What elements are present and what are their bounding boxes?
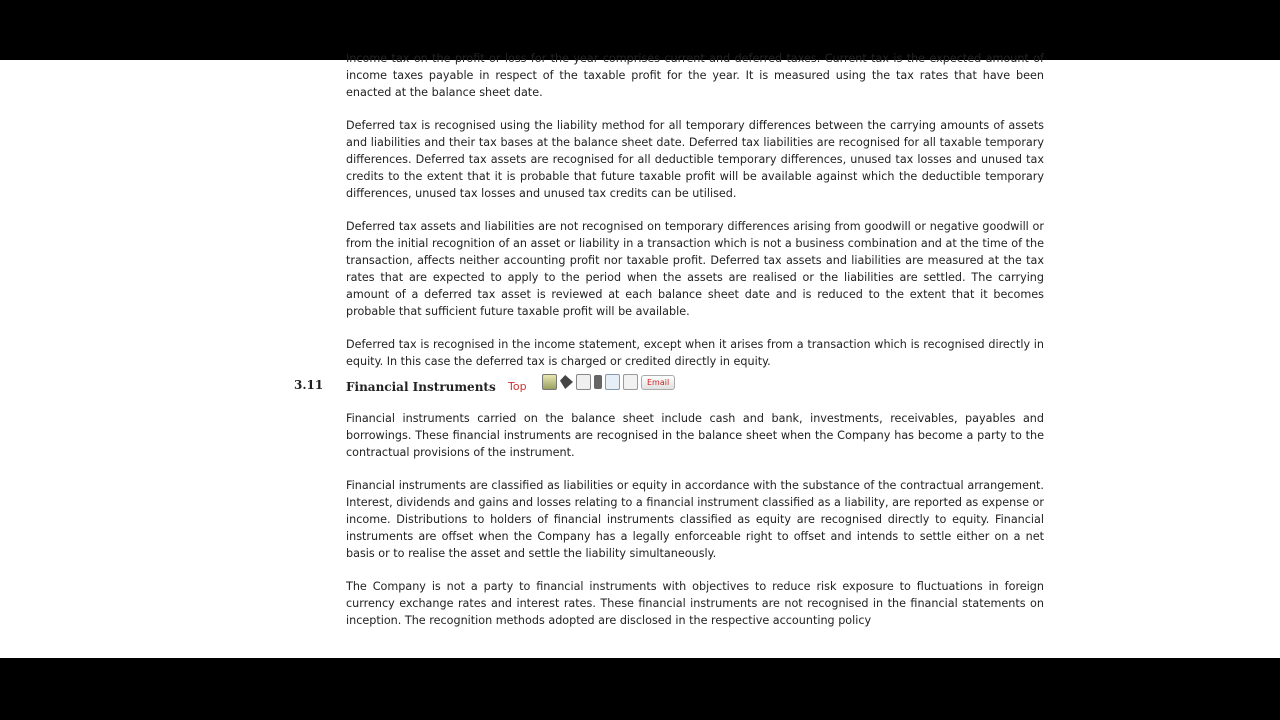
delete-icon[interactable] <box>594 375 602 389</box>
paragraph: Financial instruments are classified as liabilities or equity in accordance with the substance of the contractual arrangement. Interest, dividends and gains and losses relating to a financial instrument classified as a liability, are reported as expense or income. Distributions to holders of financial instruments classified as equity are recognised directly to equity. Financial instruments are offset when the Company has a legally enforceable right to offset and intends to settle either on a net basis or to realise the asset and settle the liability simultaneously. <box>346 479 1044 560</box>
video-letterbox-bottom <box>0 658 1280 720</box>
page-icon[interactable] <box>623 374 638 390</box>
paragraph: Deferred tax assets and liabilities are not recognised on temporary differences arising from goodwill or negative goodwill or from the initial recognition of an asset or liability in a transaction which is not a business combination and at the time of the transaction, affects neither accounting profit nor taxable profit. Deferred tax assets and liabilities are measured at the tax rates that are expected to apply to the period when the assets are realised or the liabilities are settled. The carrying amount of a deferred tax asset is reviewed at each balance sheet date and is reduced to the extent that it becomes probable that sufficient future taxable profit will be available. <box>346 220 1044 318</box>
print-icon[interactable] <box>542 374 557 390</box>
email-button[interactable]: Email <box>641 375 675 390</box>
paragraph: Financial instruments carried on the balance sheet include cash and bank, investments, receivables, payables and borrowings. These financial instruments are recognised in the balance sheet when the Company has become a party to the contractual provisions of the instrument. <box>346 412 1044 459</box>
document-page <box>0 52 1280 658</box>
section-toolbar <box>542 374 675 390</box>
paragraph: Deferred tax is recognised in the income statement, except when it arises from a transaction which is recognised directly in equity. In this case the deferred tax is charged or credited directly in equity. <box>346 338 1044 368</box>
edit-icon[interactable] <box>560 375 573 389</box>
section-title: Financial Instruments <box>346 380 496 394</box>
document-icon[interactable] <box>605 374 620 390</box>
paragraph: The Company is not a party to financial instruments with objectives to reduce risk exposure to fluctuations in foreign currency exchange rates and interest rates. These financial instruments are not recognised in the financial statements on inception. The recognition methods adopted are disclosed in the respective accounting policy <box>346 580 1044 627</box>
document-content <box>294 50 1044 629</box>
top-link[interactable]: Top <box>508 380 527 393</box>
copy-icon[interactable] <box>576 374 591 390</box>
paragraph: Income tax on the profit or loss for the year comprises current and deferred taxes. Current tax is the expected amount of income taxes payable in respect of the taxable profit for the year. It is measured using the tax rates that have been enacted at the balance sheet date. <box>346 52 1044 99</box>
section-header <box>294 370 1044 410</box>
paragraph: Deferred tax is recognised using the liability method for all temporary differences between the carrying amounts of assets and liabilities and their tax bases at the balance sheet date. Deferred tax liabilities are recognised for all taxable temporary differences. Deferred tax assets are recognised for all deductible temporary differences, unused tax losses and unused tax credits to the extent that it is probable that future taxable profit will be available against which the deductible temporary differences, unused tax losses and unused tax credits can be utilised. <box>346 119 1044 200</box>
section-number: 3.11 <box>294 378 324 392</box>
